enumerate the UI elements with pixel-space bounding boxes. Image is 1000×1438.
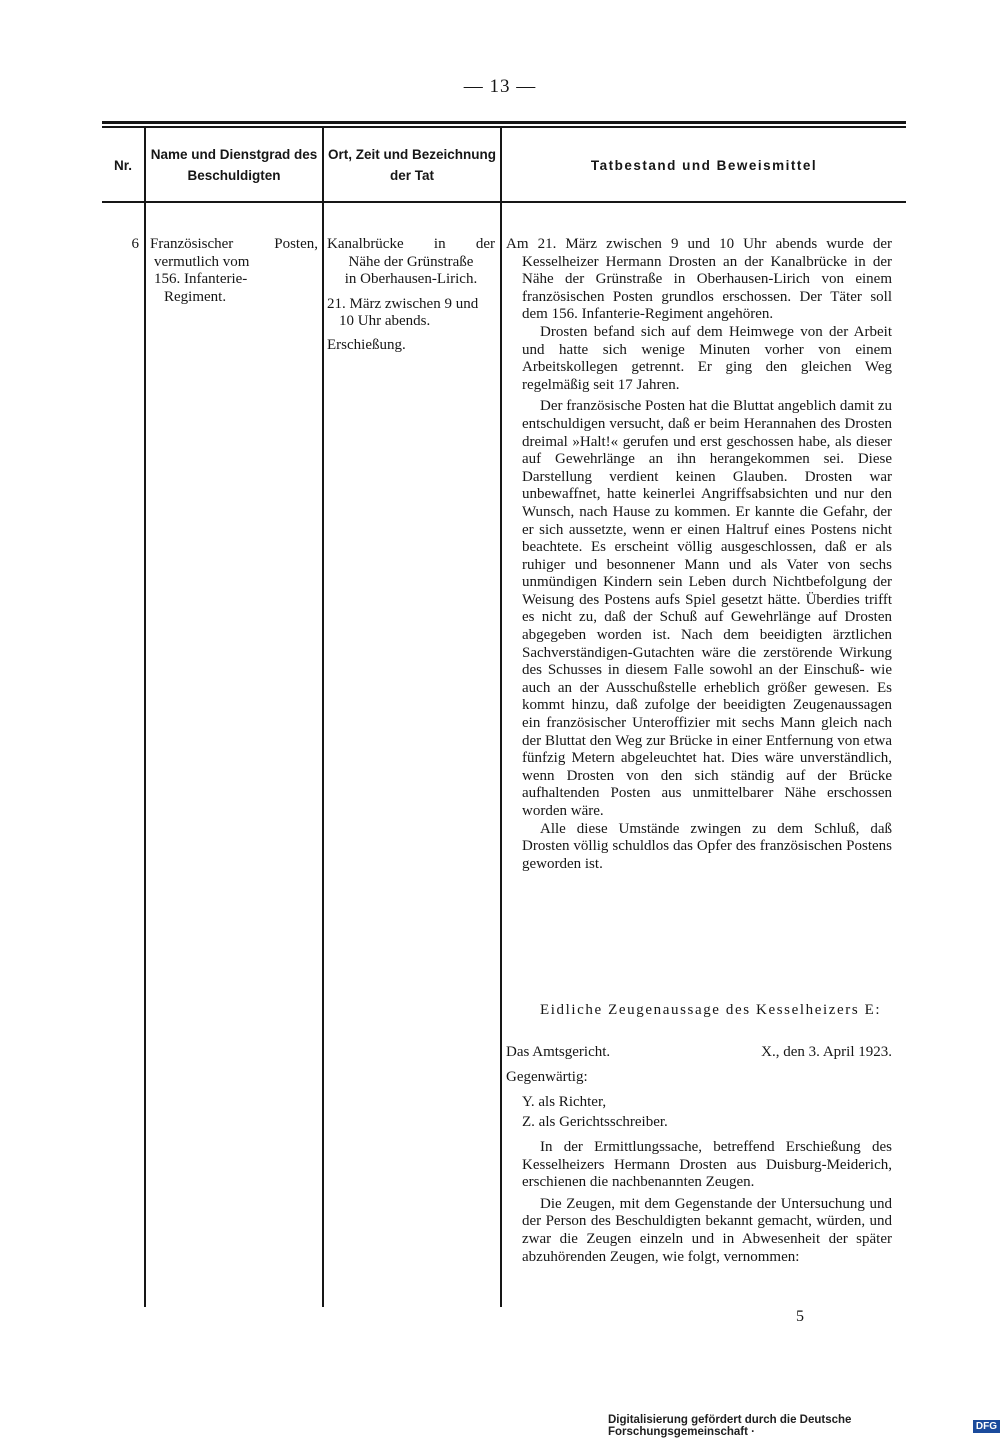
table-top-rule-thin: [102, 126, 906, 128]
bottom-page-number: 5: [796, 1308, 804, 1325]
clerk-line: Z. als Gerichtsschreiber.: [522, 1114, 668, 1130]
place-line: Nähe der Grünstraße: [348, 253, 474, 270]
table-top-rule: [102, 121, 906, 124]
facts-paragraph: Der französische Posten hat die Bluttat angeblich damit zu entschuldigen versucht, daß er beim Herannahen des Drosten dreimal »Halt!« gerufen und erst geschossen habe, als dieser auf Gewehrlänge an ihn herangekommen sei. Diese Darstellung verdient keinen Glauben. Drosten war unbewaffnet, hatte keinerlei Angriffsabsichten und nur den Wunsch, nach Hause zu kommen. Er kannte die Gefahr, der er sich aussetzte, wenn er einen Haltruf eines Postens nicht beachtete. Es erscheint völlig ausgeschlossen, daß er als ruhiger und besonnener Mann und als Vater von sechs unmündigen Kindern sein Leben durch Nichtbefolgung der Weisung des Postens aufs Spiel gesetzt hätte. Überdies trifft es nicht zu, daß der Schuß auf Gewehrlänge auf Drosten abgegeben worden ist. Nach dem beeidigten ärztlichen Sachverständigen-Gutachten wäre die zerstörende Wirkung des Schusses in diesem Falle sowohl an der Einschuß- wie auch an der Ausschußstelle erheblich größer gewesen. Es kommt hinzu, daß zufolge der beeidigten Zeugenaussagen ein französischer Unteroffizier mit sechs Mann gleich nach der Bluttat den Weg zur Brücke in einer Entfernung von etwa fünfzig Metern abgeleuchtet hat. Dies wäre unverständlich, wenn Drosten von den sich ständig auf der Brücke aufhaltenden Posten aus unmittelbarer Nähe erschossen worden wäre.: [522, 398, 892, 819]
dfg-logo-icon: DFG: [973, 1420, 1000, 1433]
time-line: 21. März zwischen 9 und: [327, 295, 479, 312]
court-name: Das Amtsgericht.: [506, 1044, 611, 1060]
place-line: in Oberhausen-Lirich.: [344, 271, 478, 288]
present-label: Gegenwärtig:: [506, 1069, 588, 1085]
court-date-row: [506, 1044, 892, 1062]
header-nr: Nr.: [113, 157, 132, 173]
column-divider: [144, 127, 146, 1307]
header-facts: Tatbestand und Beweismittel: [590, 157, 818, 173]
entry-number: 6: [131, 236, 139, 252]
accused-line: Französischer Posten,: [150, 236, 318, 252]
hearing-text: [522, 1139, 892, 1266]
facts-paragraph: In der Ermittlungssache, betreffend Erschießung des Kesselheizers Hermann Drosten aus Duisburg-Meiderich, erschienen die nachbenannten Zeugen.: [522, 1139, 892, 1191]
judge-line: Y. als Richter,: [522, 1094, 607, 1110]
column-divider: [322, 127, 324, 1307]
page-number: — 13 —: [463, 76, 537, 97]
facts-paragraph: Die Zeugen, mit dem Gegenstande der Untersuchung und der Person des Beschuldigten bekannt gemacht, würden, und zwar die Zeugen einzeln und in Abwesenheit der später abzuhörenden Zeugen, wie folgt, vernommen:: [522, 1195, 892, 1265]
testimony-heading: Eidliche Zeugenaussage des Kesselheizers E:: [540, 1002, 882, 1018]
facts-paragraph: Am 21. März zwischen 9 und 10 Uhr abends wurde der Kesselheizer Hermann Drosten an der Kanalbrücke in der Nähe der Grünstraße in Oberhausen-Lirich von einem französischen Posten grundlos erschossen. Der Täter soll dem 156. Infanterie-Regiment angehören.: [506, 236, 892, 323]
table-header-rule: [102, 201, 906, 203]
column-divider: [500, 127, 502, 1307]
header-place: Ort, Zeit und Bezeichnung der Tat: [328, 147, 496, 183]
facts-cell: [506, 236, 892, 873]
footer-text: Digitalisierung gefördert durch die Deutsche Forschungsgemeinschaft ·: [608, 1414, 852, 1438]
accused-line: 156. Infanterie-: [154, 271, 248, 288]
facts-paragraph: Drosten befand sich auf dem Heimwege von der Arbeit und hatte sich wenige Minuten vorher von einem Arbeitskollegen getrennt. Er ging den gleichen Weg regelmäßig seit 17 Jahren.: [522, 323, 892, 393]
accused-line: vermutlich vom: [154, 253, 250, 270]
footer-credit: [608, 1414, 1000, 1438]
place-cell: [327, 236, 495, 355]
document-date: X., den 3. April 1923.: [761, 1044, 892, 1060]
act-label: Erschießung.: [327, 336, 406, 353]
facts-paragraph: Alle diese Umstände zwingen zu dem Schluß, daß Drosten völlig schuldlos das Opfer des französischen Postens geworden ist.: [522, 820, 892, 872]
header-name: Name und Dienstgrad des Beschuldigten: [150, 147, 318, 183]
accused-cell: [150, 236, 318, 306]
accused-line: Regiment.: [164, 288, 227, 305]
place-line: Kanalbrücke in der: [327, 236, 495, 252]
time-line: 10 Uhr abends.: [339, 313, 431, 330]
